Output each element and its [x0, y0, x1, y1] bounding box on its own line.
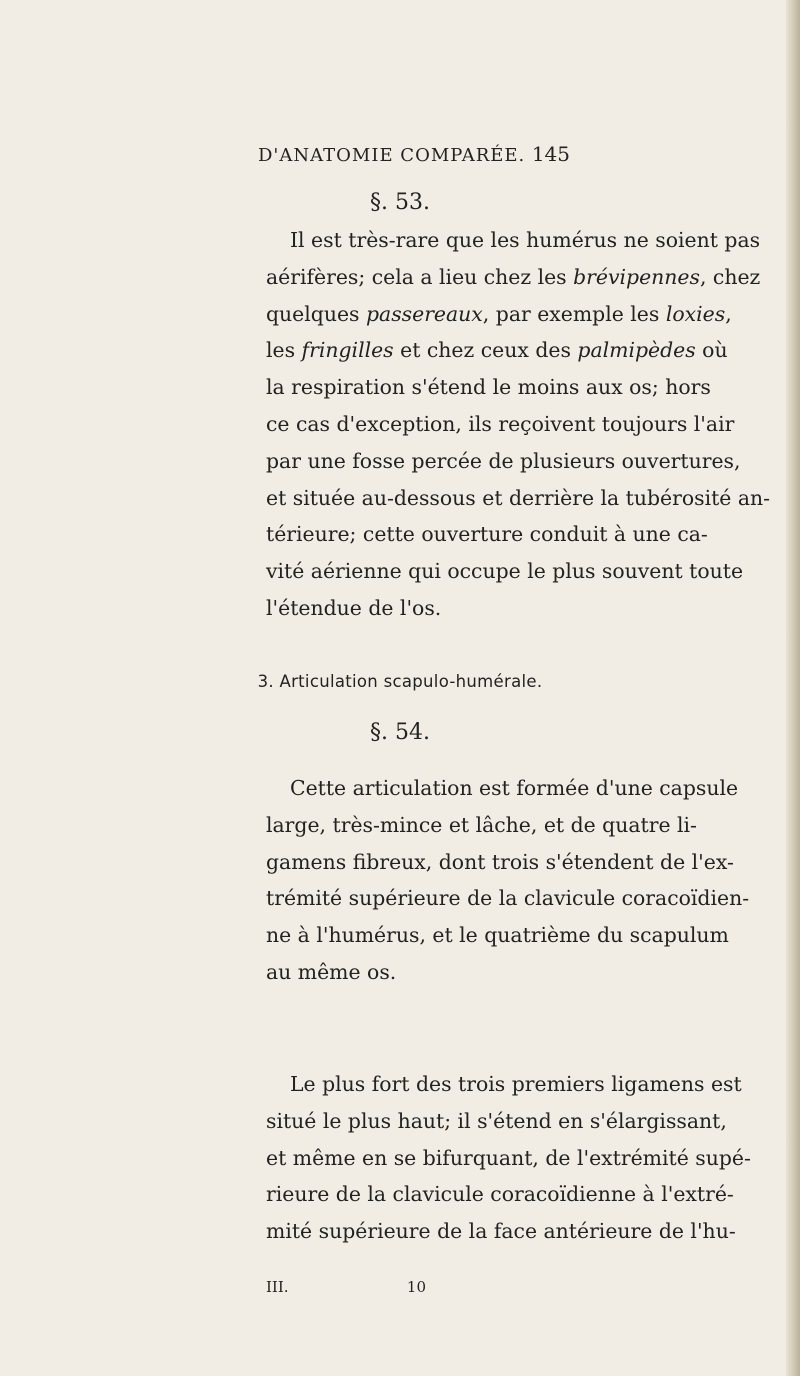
text-line: térieure; cette ouverture conduit à une ca-: [266, 522, 708, 547]
text-line: Il est très-rare que les humérus ne soient pas: [290, 228, 761, 252]
text-line: quelques passereaux, par exemple les loxies,: [266, 301, 732, 326]
text-line: l'étendue de l'os.: [266, 595, 442, 620]
signature-mark: 10: [406, 1278, 426, 1296]
text-line: par une fosse percée de plusieurs ouvertures,: [266, 448, 741, 473]
text-line: large, très-mince et lâche, et de quatre li-: [266, 812, 697, 837]
paragraph-section-53: [266, 222, 771, 627]
section-number-54: §. 54.: [370, 720, 430, 745]
text-line: Le plus fort des trois premiers ligamens est: [290, 1072, 742, 1096]
text-line: trémité supérieure de la clavicule coracoïdien-: [266, 886, 750, 911]
running-head-title: D'ANATOMIE COMPARÉE.: [258, 145, 526, 166]
text-line: au même os.: [266, 959, 397, 984]
text-line: la respiration s'étend le moins aux os; hors: [266, 375, 711, 400]
subheading: 3. Articulation scapulo-humérale.: [257, 672, 543, 691]
text-line: aérifères; cela a lieu chez les brévipennes, chez: [266, 264, 761, 289]
text-line: ne à l'humérus, et le quatrième du scapulum: [266, 923, 729, 948]
running-head: [258, 142, 570, 166]
text-line: et même en se bifurquant, de l'extrémité supé-: [266, 1145, 751, 1170]
paragraph-section-54-2: [266, 1066, 751, 1250]
text-line: les fringilles et chez ceux des palmipèdes où: [266, 338, 728, 363]
text-line: rieure de la clavicule coracoïdienne à l'extré-: [266, 1182, 734, 1207]
text-line: Cette articulation est formée d'une capsule: [290, 776, 739, 800]
text-line: et située au-dessous et derrière la tubérosité an-: [266, 485, 771, 510]
section-number-53: §. 53.: [370, 190, 430, 215]
volume-mark: III.: [266, 1278, 289, 1296]
paragraph-section-54-1: [266, 770, 750, 991]
text-line: ce cas d'exception, ils reçoivent toujours l'air: [266, 411, 735, 436]
text-line: vité aérienne qui occupe le plus souvent toute: [266, 559, 744, 584]
page-number: 145: [531, 142, 570, 166]
text-line: situé le plus haut; il s'étend en s'élargissant,: [266, 1108, 727, 1133]
text-line: mité supérieure de la face antérieure de l'hu-: [266, 1219, 736, 1244]
text-line: gamens fibreux, dont trois s'étendent de l'ex-: [266, 849, 734, 874]
page-footer: [266, 1278, 426, 1296]
